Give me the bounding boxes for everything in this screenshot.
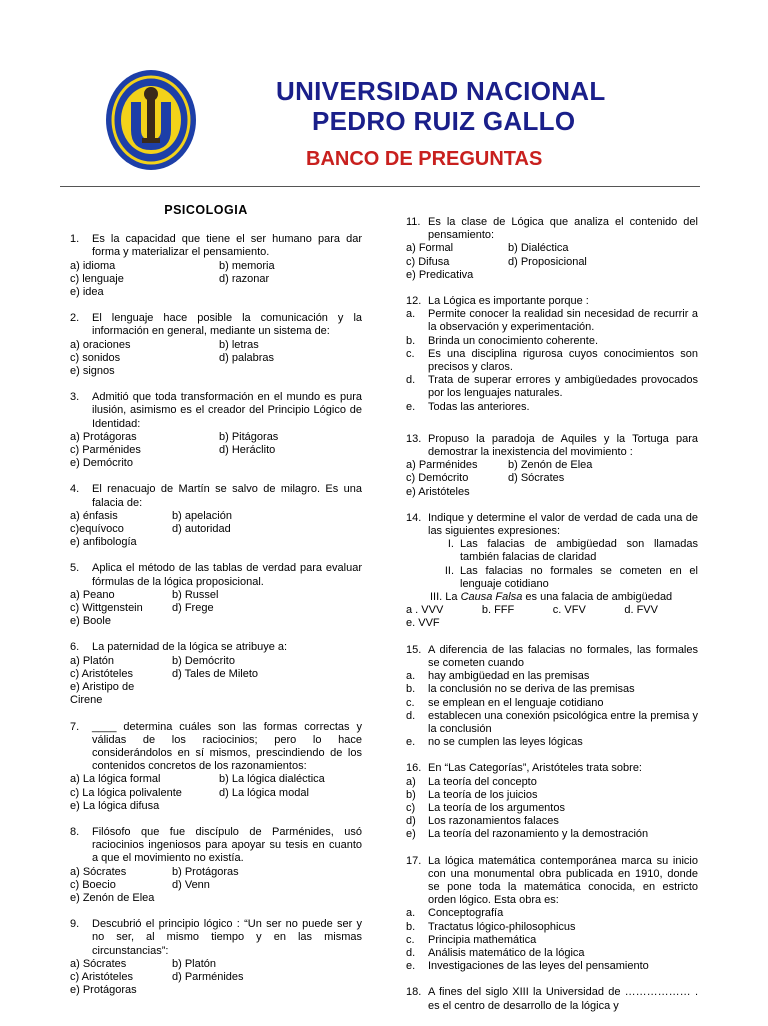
- question-stem: [70, 312, 362, 338]
- question-text: Es la clase de Lógica que analiza el contenido del pensamiento:: [428, 216, 698, 242]
- question-block: [406, 216, 698, 282]
- answer-item: [406, 828, 698, 841]
- answer-letter: e.: [406, 400, 416, 413]
- answer-option: c. VFV: [552, 604, 586, 617]
- question-text: La lógica matemática contemporánea marca su inicio con una monumental obra publicada en 1910, donde se pone toda la matemática conocida, en estricto orden lógico. Esta obra es:: [428, 854, 698, 907]
- question-text: Indique y determine el valor de verdad de cada una de las siguientes expresiones:: [428, 511, 698, 538]
- answer-option: a) énfasis: [70, 509, 118, 522]
- answer-letter: c.: [406, 933, 415, 946]
- university-seal-icon: [104, 68, 198, 172]
- question-number: 15.: [406, 643, 422, 656]
- section-title: PSICOLOGIA: [164, 203, 248, 217]
- answer-option: d) Heráclito: [219, 444, 276, 457]
- statement-item: [428, 591, 698, 604]
- question-stem: [70, 918, 362, 958]
- answer-options: [70, 773, 362, 813]
- question-stem: [70, 391, 362, 431]
- answer-letter: c.: [406, 347, 415, 360]
- question-number: 12.: [406, 295, 422, 308]
- question-text: A diferencia de las falacias no formales, las formales se cometen cuando: [428, 643, 698, 669]
- answer-item: [406, 710, 698, 736]
- answer-text: Permite conocer la realidad sin necesidad de recurrir a la observación y experimentación.: [428, 308, 698, 334]
- answer-item: [406, 335, 698, 348]
- answer-option: d) Frege: [172, 602, 214, 615]
- answer-list: [406, 308, 698, 414]
- question-number: 17.: [406, 854, 422, 867]
- answer-option: c) lenguaje: [70, 272, 124, 285]
- question-text: El renacuajo de Martín se salvo de milagro. Es una falacia de:: [92, 483, 362, 509]
- answer-text: Conceptografía: [428, 907, 504, 920]
- answer-option: b) Zenón de Elea: [508, 459, 593, 472]
- answer-letter: a.: [406, 308, 416, 321]
- question-block: [70, 721, 362, 813]
- answer-list: [406, 776, 698, 842]
- question-block: [406, 644, 698, 750]
- answer-letter: b.: [406, 920, 416, 933]
- answer-option: a) La lógica formal: [70, 773, 161, 786]
- question-stem: [406, 986, 698, 1012]
- question-block: [70, 826, 362, 905]
- question-number: 13.: [406, 432, 422, 445]
- question-block: [70, 918, 362, 997]
- left-column: [70, 204, 362, 1010]
- answer-option: e) signos: [70, 365, 115, 378]
- question-stem: [406, 512, 698, 538]
- answer-option: c) Difusa: [406, 255, 450, 268]
- question-block: [70, 562, 362, 628]
- statement-numeral: I.: [447, 538, 454, 551]
- statement-text: es una falacia de ambigüedad: [522, 591, 673, 604]
- question-block: [406, 762, 698, 841]
- answer-options: [70, 958, 362, 998]
- answer-text: Todas las anteriores.: [428, 400, 530, 413]
- answer-option: a) Sócrates: [70, 865, 127, 878]
- answer-options: [70, 655, 362, 708]
- statement-text: Las falacias no formales se cometen en el lenguaje cotidiano: [460, 564, 698, 590]
- answer-letter: b.: [406, 334, 416, 347]
- answer-options: [70, 589, 362, 629]
- question-number: 8.: [70, 825, 80, 838]
- answer-option: e) Aristipo de Cirene: [70, 681, 135, 707]
- question-block: [70, 233, 362, 299]
- answer-options: [70, 431, 362, 471]
- answer-option: c) Boecio: [70, 878, 116, 891]
- question-text: Propuso la paradoja de Aquiles y la Tortuga para demostrar la inexistencia del movimiento :: [428, 432, 698, 459]
- question-block: [70, 483, 362, 549]
- answer-option: c) Aristóteles: [70, 970, 133, 983]
- answer-item: [406, 308, 698, 334]
- answer-text: Análisis matemático de la lógica: [428, 946, 585, 959]
- answer-text: Brinda un conocimiento coherente.: [428, 334, 598, 347]
- answer-options: [70, 260, 362, 300]
- question-text: A fines del siglo XIII la Universidad de ……………… . es el centro de desarrollo de la lógica y: [428, 986, 698, 1012]
- question-block: [406, 512, 698, 631]
- answer-option: b) Dialéctica: [508, 242, 569, 255]
- question-text: ____ determina cuáles son las formas correctas y válidas de los raciocinios; pero lo hace considerándolos en sí mismos, prescindiendo de los contenidos concretos de los razonamientos:: [92, 720, 362, 773]
- right-column: [406, 216, 698, 1026]
- question-number: 6.: [70, 641, 80, 654]
- statement-item: [428, 565, 698, 591]
- statement-numeral: II.: [444, 564, 454, 577]
- answer-letter: d.: [406, 946, 416, 959]
- answer-letter: e.: [406, 736, 416, 749]
- answer-option: e) Boole: [70, 615, 111, 628]
- question-block: [70, 641, 362, 707]
- answer-option: c) Aristóteles: [70, 667, 133, 680]
- question-block: [70, 391, 362, 470]
- answer-list: [406, 907, 698, 973]
- answer-list: [406, 670, 698, 749]
- answer-text: Los razonamientos falaces: [428, 815, 559, 828]
- answer-item: [406, 960, 698, 973]
- answer-text: hay ambigüedad en las premisas: [428, 670, 590, 683]
- answer-option: a) Protágoras: [70, 430, 137, 443]
- answer-option: c) Parménides: [70, 444, 141, 457]
- statement-text: III. La: [430, 591, 461, 604]
- answer-letter: e): [406, 828, 416, 841]
- answer-item: [406, 921, 698, 934]
- answer-letter: a.: [406, 670, 416, 683]
- answer-option: a) idioma: [70, 259, 116, 272]
- answer-text: no se cumplen las leyes lógicas: [428, 736, 583, 749]
- answer-options: [70, 866, 362, 906]
- answer-item: [406, 815, 698, 828]
- answer-options: [70, 339, 362, 379]
- answer-text: Trata de superar errores y ambigüedades provocados por los lenguajes naturales.: [428, 374, 698, 400]
- answer-option: b. FFF: [481, 604, 515, 617]
- university-name-line1: UNIVERSIDAD NACIONAL: [276, 76, 606, 106]
- answer-option: e) Zenón de Elea: [70, 891, 155, 904]
- question-stem: [406, 295, 698, 308]
- answer-options: [406, 459, 698, 499]
- answer-letter: b.: [406, 683, 416, 696]
- answer-item: [406, 670, 698, 683]
- answer-text: La teoría del concepto: [428, 775, 537, 788]
- question-stem: [70, 483, 362, 509]
- question-number: 7.: [70, 720, 80, 733]
- question-text: Filósofo que fue discípulo de Parménides, usó raciocinios ingeniosos para apoyar su tesis en cuanto a que el movimiento no existía.: [92, 825, 362, 865]
- answer-item: [406, 697, 698, 710]
- answer-letter: a): [406, 775, 416, 788]
- question-block: [406, 433, 698, 499]
- question-text: El lenguaje hace posible la comunicación y la información en general, mediante un sistema de:: [92, 312, 362, 338]
- answer-item: [406, 776, 698, 789]
- answer-option: e) anfibología: [70, 536, 137, 549]
- answer-option: e) Aristóteles: [406, 485, 470, 498]
- answer-option: a) Sócrates: [70, 957, 127, 970]
- answer-option: e. VVF: [406, 617, 440, 630]
- answer-letter: d.: [406, 374, 416, 387]
- answer-option: a) Formal: [406, 242, 454, 255]
- question-block: [406, 295, 698, 414]
- question-number: 3.: [70, 391, 80, 404]
- answer-item: [406, 907, 698, 920]
- header-divider: [60, 186, 700, 187]
- answer-letter: a.: [406, 907, 416, 920]
- answer-item: [406, 683, 698, 696]
- answer-letter: d): [406, 815, 416, 828]
- question-number: 4.: [70, 483, 80, 496]
- answer-option: d) La lógica modal: [219, 786, 309, 799]
- question-stem: [406, 855, 698, 908]
- question-text: Admitió que toda transformación en el mundo es pura ilusión, asimismo es el creador del Principio Lógico de Identidad:: [92, 391, 362, 430]
- answer-option: e) Protágoras: [70, 984, 137, 997]
- question-number: 1.: [70, 233, 80, 246]
- question-number: 2.: [70, 312, 80, 325]
- answer-item: [406, 947, 698, 960]
- answer-option: d) Proposicional: [508, 255, 587, 268]
- answer-option: a) Peano: [70, 588, 115, 601]
- question-stem: [70, 562, 362, 588]
- answer-item: [406, 374, 698, 400]
- answer-option: a) Platón: [70, 654, 115, 667]
- answer-option: b) La lógica dialéctica: [219, 773, 325, 786]
- answer-option: b) Platón: [172, 957, 217, 970]
- question-stem: [406, 644, 698, 670]
- answer-option: b) letras: [219, 338, 259, 351]
- question-stem: [406, 216, 698, 242]
- answer-letter: b): [406, 788, 416, 801]
- answer-option: e) La lógica difusa: [70, 799, 160, 812]
- document-subtitle: BANCO DE PREGUNTAS: [306, 148, 543, 170]
- answer-text: Principia mathemática: [428, 933, 537, 946]
- answer-text: se emplean en el lenguaje cotidiano: [428, 696, 604, 709]
- answer-item: [406, 401, 698, 414]
- answer-option: d) Sócrates: [508, 472, 565, 485]
- answer-option: c) sonidos: [70, 351, 121, 364]
- answer-option: b) Protágoras: [172, 865, 239, 878]
- university-name-line2: PEDRO RUIZ GALLO: [312, 106, 576, 136]
- answer-options: [406, 604, 698, 617]
- answer-text: La teoría de los argumentos: [428, 801, 565, 814]
- question-text: La Lógica es importante porque :: [428, 295, 589, 308]
- answer-option: b) Russel: [172, 588, 219, 601]
- answer-option: c) Demócrito: [406, 472, 469, 485]
- question-number: 16.: [406, 762, 422, 775]
- answer-text: La teoría de los juicios: [428, 788, 538, 801]
- question-number: 14.: [406, 511, 422, 524]
- answer-text: establecen una conexión psicológica entre la premisa y la conclusión: [428, 709, 698, 735]
- question-text: Descubrió el principio lógico : “Un ser no puede ser y no ser, al mismo tiempo y en las mismas circunstancias”:: [92, 918, 362, 957]
- question-number: 11.: [406, 216, 421, 228]
- answer-option: b) apelación: [172, 509, 232, 522]
- question-stem: [406, 433, 698, 459]
- question-stem: [70, 721, 362, 774]
- answer-option: a) Parménides: [406, 459, 478, 472]
- answer-options: [70, 510, 362, 550]
- answer-option: c) Wittgenstein: [70, 602, 143, 615]
- answer-option: d) Parménides: [172, 970, 244, 983]
- answer-option: c) La lógica polivalente: [70, 786, 182, 799]
- statement-emphasis: Causa Falsa: [460, 591, 523, 604]
- answer-item: [406, 736, 698, 749]
- answer-text: La teoría del razonamiento y la demostración: [428, 828, 649, 841]
- statement-text: Las falacias de ambigüedad son llamadas también falacias de claridad: [460, 538, 698, 564]
- answer-option: b) memoria: [219, 259, 275, 272]
- answer-letter: c): [406, 801, 416, 814]
- question-number: 18.: [406, 986, 422, 999]
- answer-option: e) Predicativa: [406, 268, 474, 281]
- answer-letter: c.: [406, 696, 415, 709]
- answer-option: e) Demócrito: [70, 457, 133, 470]
- question-text: Aplica el método de las tablas de verdad para evaluar fórmulas de la lógica proposicional.: [92, 562, 362, 588]
- question-stem: [70, 641, 362, 654]
- answer-item: [406, 802, 698, 815]
- question-number: 5.: [70, 562, 80, 575]
- question-text: La paternidad de la lógica se atribuye a:: [92, 641, 288, 654]
- statement-item: [428, 538, 698, 564]
- answer-option: d) Venn: [172, 878, 210, 891]
- answer-option: a . VVV: [406, 604, 444, 617]
- answer-option: d) autoridad: [172, 523, 231, 536]
- statement-list: [406, 538, 698, 604]
- question-stem: [70, 826, 362, 866]
- answer-option: d) razonar: [219, 272, 270, 285]
- answer-text: Es una disciplina rigurosa cuyos conocimientos son precisos y claros.: [428, 347, 698, 374]
- question-stem: [406, 762, 698, 775]
- question-block: [406, 986, 698, 1012]
- answer-option: d. FVV: [624, 604, 658, 617]
- answer-option: d) palabras: [219, 351, 275, 364]
- answer-text: la conclusión no se deriva de las premisas: [428, 683, 635, 696]
- answer-option: c)equívoco: [70, 523, 124, 536]
- question-stem: [70, 233, 362, 259]
- answer-item: [406, 789, 698, 802]
- answer-text: Tractatus lógico-philosophicus: [428, 920, 576, 933]
- answer-option: e) idea: [70, 286, 104, 299]
- answer-letter: e.: [406, 960, 416, 973]
- answer-letter: d.: [406, 709, 416, 722]
- question-text: Es la capacidad que tiene el ser humano para dar forma y materializar el pensamiento.: [92, 233, 362, 259]
- answer-text: Investigaciones de las leyes del pensamiento: [428, 960, 649, 973]
- answer-option: a) oraciones: [70, 338, 131, 351]
- question-block: [70, 312, 362, 378]
- answer-option: d) Tales de Mileto: [172, 667, 259, 680]
- document-header: [0, 0, 768, 188]
- question-block: [406, 855, 698, 974]
- answer-item: [406, 934, 698, 947]
- answer-item: [406, 348, 698, 374]
- question-number: 9.: [70, 918, 80, 931]
- answer-option: b) Demócrito: [172, 654, 235, 667]
- question-text: En “Las Categorías”, Aristóteles trata sobre:: [428, 762, 642, 775]
- answer-option: b) Pitágoras: [219, 430, 279, 443]
- answer-options: [406, 242, 698, 282]
